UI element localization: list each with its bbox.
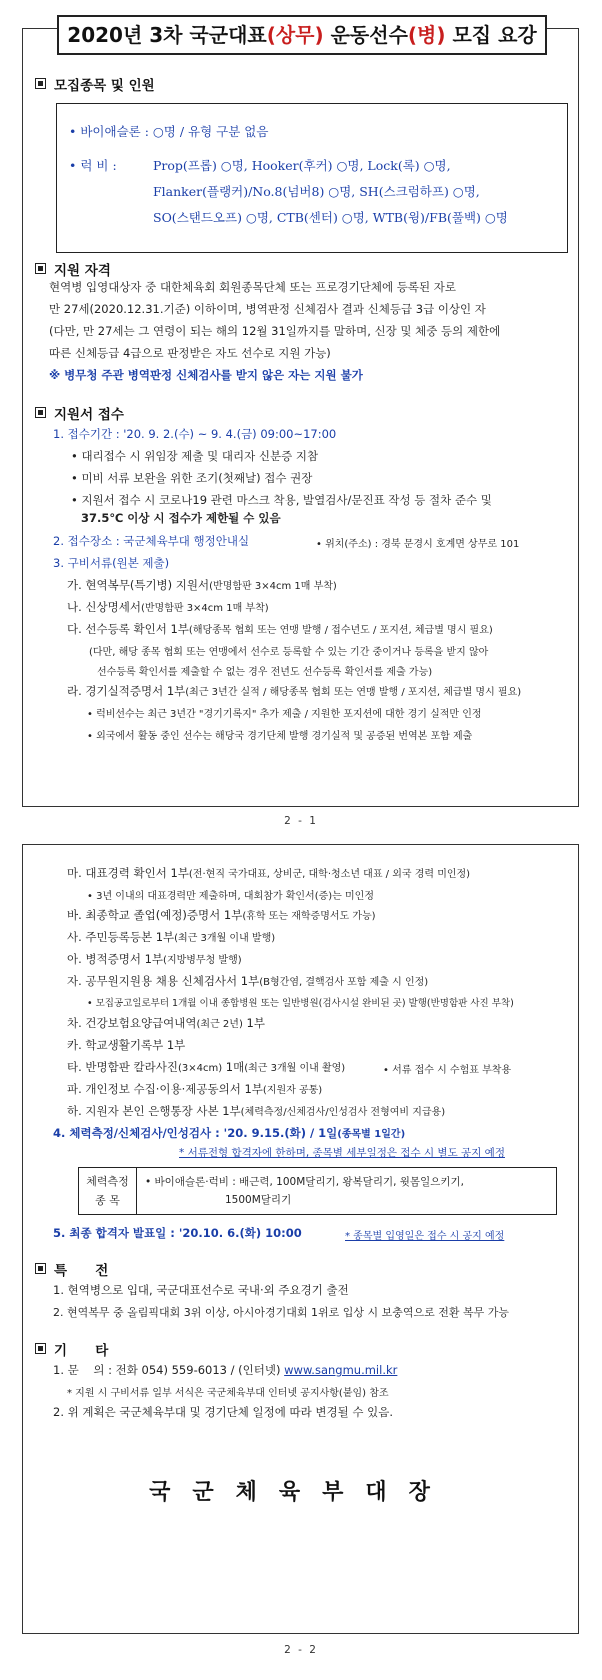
contact-note: * 지원 시 구비서류 일부 서식은 국군체육부대 인터넷 공지사항(붙임) 참조 bbox=[67, 1388, 389, 1399]
doc-ma-note: • 3년 이내의 대표경력만 제출하며, 대회참가 확인서(증)는 미인정 bbox=[87, 891, 374, 902]
application-period: 1. 접수기간 : '20. 9. 2.(수) ~ 9. 4.(금) 09:00~17:00 bbox=[53, 427, 337, 441]
doc-ja: 자. 공무원지원용 채용 신체검사서 1부(B형간염, 결핵검사 포함 제출 시 인정) bbox=[67, 974, 429, 988]
section-recruit-heading: 모집종목 및 인원 bbox=[35, 74, 155, 94]
doc-ra-note-1: • 럭비선수는 최근 3년간 "경기기록지" 추가 제출 / 지원한 포지션에 대한 경기 실적만 인정 bbox=[87, 709, 482, 720]
title-text: 2020년 3차 국군대표 bbox=[67, 23, 267, 47]
physical-test: 4. 체력측정/신체검사/인성검사 : '20. 9.15.(화) / 1일(종목별 1일간) bbox=[53, 1126, 406, 1140]
document-page-2 bbox=[22, 844, 579, 1634]
qualification-line-3: (다만, 만 27세는 그 연령이 되는 해의 12월 31일까지를 말하며, 신장 및 체중 등의 제한에 bbox=[49, 324, 501, 338]
table-body: • 바이애슬론·럭비 : 배근력, 100M달리기, 왕복달리기, 윗몸일으키기, 1500M달리기 bbox=[145, 1176, 464, 1206]
doc-ta-note: • 서류 접수 시 수험표 부착용 bbox=[383, 1065, 512, 1076]
doc-ba: 바. 최종학교 졸업(예정)증명서 1부(휴학 또는 재학증명서도 가능) bbox=[67, 908, 376, 922]
final-announcement: 5. 최종 합격자 발표일 : '20.10. 6.(화) 10:00 bbox=[53, 1226, 302, 1240]
section-benefits-heading: 특 전 bbox=[35, 1259, 108, 1279]
page-number-2: 2 - 2 bbox=[284, 1644, 318, 1656]
recruit-rugby-label: • 럭 비 : bbox=[69, 158, 117, 173]
section-qualification-heading: 지원 자격 bbox=[35, 259, 111, 279]
website-link[interactable]: www.sangmu.mil.kr bbox=[284, 1363, 398, 1377]
doc-da-note-2: 선수등록 확인서를 제출할 수 없는 경우 전년도 선수등록 확인서를 제출 가능) bbox=[97, 667, 433, 678]
application-period-note-1: • 대리접수 시 위임장 제출 및 대리자 신분증 지참 bbox=[71, 449, 319, 463]
page-number-1: 2 - 1 bbox=[284, 815, 318, 827]
doc-ga: 가. 현역복무(특기병) 지원서(반명함판 3×4cm 1매 부착) bbox=[67, 578, 337, 592]
benefit-1: 1. 현역병으로 입대, 국군대표선수로 국내·외 주요경기 출전 bbox=[53, 1283, 349, 1297]
doc-cha: 차. 건강보험요양급여내역(최근 2년) 1부 bbox=[67, 1016, 265, 1030]
etc-note-2: 2. 위 계획은 국군체육부대 및 경기단체 일정에 따라 변경될 수 있음. bbox=[53, 1405, 394, 1419]
contact-line: 1. 문 의 : 전화 054) 559-6013 / (인터넷) www.sangmu.mil.kr bbox=[53, 1363, 398, 1377]
final-announcement-note: * 종목별 입영일은 접수 시 공지 예정 bbox=[345, 1231, 505, 1242]
benefit-2: 2. 현역복무 중 올림픽대회 3위 이상, 아시아경기대회 1위로 입상 시 보충역으로 전환 복무 가능 bbox=[53, 1306, 509, 1319]
doc-ma: 마. 대표경력 확인서 1부(전·현직 국가대표, 상비군, 대학·청소년 대표 / 외국 경력 미인정) bbox=[67, 866, 471, 880]
title-text-post: 모집 요강 bbox=[445, 23, 537, 47]
recruit-rugby-line-2: Flanker(플랭커)/No.8(넘버8) ○명, SH(스크럼하프) ○명, bbox=[153, 184, 480, 199]
doc-ta: 타. 반명함판 칼라사진(3×4cm) 1매(최근 3개월 이내 촬영) bbox=[67, 1060, 346, 1074]
physical-test-table bbox=[78, 1167, 557, 1215]
application-period-note-3: • 지원서 접수 시 코로나19 관련 마스크 착용, 발열검사/문진표 작성 등 절차 준수 및 bbox=[71, 493, 492, 507]
recruit-biathlon: • 바이애슬론 : ○명 / 유형 구분 없음 bbox=[69, 124, 269, 139]
doc-a: 아. 병적증명서 1부(지방병무청 발행) bbox=[67, 952, 242, 966]
section-application-heading: 지원서 접수 bbox=[35, 403, 124, 423]
square-bullet-icon bbox=[35, 1263, 46, 1274]
square-bullet-icon bbox=[35, 407, 46, 418]
recruit-box bbox=[56, 103, 568, 253]
qualification-line-2: 만 27세(2020.12.31.기준) 이하이며, 병역판정 신체검사 결과 신체등급 3급 이상인 자 bbox=[49, 302, 486, 316]
application-period-note-4: 37.5℃ 이상 시 접수가 제한될 수 있음 bbox=[81, 511, 281, 525]
application-documents: 3. 구비서류(원본 제출) bbox=[53, 556, 170, 570]
section-etc-heading: 기 타 bbox=[35, 1339, 108, 1359]
doc-na: 나. 신상명세서(반명함판 3×4cm 1매 부착) bbox=[67, 600, 269, 614]
title-bracket-byeong: (병) bbox=[407, 23, 446, 47]
doc-ra: 라. 경기실적증명서 1부(최근 3년간 실적 / 해당종목 협회 또는 연맹 발행 / 포지션, 체급별 명시 필요) bbox=[67, 684, 522, 698]
application-period-note-2: • 미비 서류 보완을 위한 조기(첫째날) 접수 권장 bbox=[71, 471, 313, 485]
doc-ka: 카. 학교생활기록부 1부 bbox=[67, 1038, 186, 1052]
square-bullet-icon bbox=[35, 78, 46, 89]
doc-ra-note-2: • 외국에서 활동 중인 선수는 해당국 경기단체 발행 경기실적 및 공증된 번역본 포함 제출 bbox=[87, 731, 473, 742]
doc-da: 다. 선수등록 확인서 1부(해당종목 협회 또는 연맹 발행 / 접수년도 / 포지션, 체급별 명시 필요) bbox=[67, 622, 493, 636]
issuer-signature: 국군체육부대장 bbox=[149, 1479, 452, 1505]
title-bracket-sangmu: (상무) bbox=[266, 23, 324, 47]
doc-ha: 하. 지원자 본인 은행통장 사본 1부(체력측정/신체검사/인성검사 전형여비 지급용) bbox=[67, 1104, 446, 1118]
qualification-note: ※ 병무청 주관 병역판정 신체검사를 받지 않은 자는 지원 불가 bbox=[49, 368, 363, 382]
document-title bbox=[57, 15, 547, 55]
table-header: 체력측정 종 목 bbox=[79, 1168, 137, 1214]
application-place: 2. 접수장소 : 국군체육부대 행정안내실 bbox=[53, 534, 250, 548]
document-page-1 bbox=[22, 23, 579, 807]
doc-da-note-1: (다만, 해당 종목 협회 또는 연맹에서 선수로 등록할 수 있는 기간 중이거나 등록을 받지 않아 bbox=[89, 647, 489, 658]
doc-sa: 사. 주민등록등본 1부(최근 3개월 이내 발행) bbox=[67, 930, 276, 944]
doc-ja-note: • 모집공고일로부터 1개월 이내 종합병원 또는 일반병원(검사시설 완비된 곳) 발행(반명함판 사진 부착) bbox=[87, 998, 514, 1009]
square-bullet-icon bbox=[35, 1343, 46, 1354]
square-bullet-icon bbox=[35, 263, 46, 274]
application-place-address: • 위치(주소) : 경북 문경시 호계면 상무로 101 bbox=[316, 539, 520, 550]
physical-test-note: * 서류전형 합격자에 한하며, 종목별 세부일정은 접수 시 별도 공지 예정 bbox=[179, 1147, 505, 1159]
recruit-rugby-line-3: SO(스탠드오프) ○명, CTB(센터) ○명, WTB(윙)/FB(풀백) ○명 bbox=[153, 210, 508, 225]
recruit-rugby-line-1: Prop(프롭) ○명, Hooker(후커) ○명, Lock(록) ○명, bbox=[153, 158, 451, 173]
qualification-line-1: 현역병 입영대상자 중 대한체육회 회원종목단체 또는 프로경기단체에 등록된 자로 bbox=[49, 280, 456, 294]
doc-pa: 파. 개인정보 수집·이용·제공동의서 1부(지원자 공통) bbox=[67, 1082, 323, 1096]
qualification-line-4: 따른 신체등급 4급으로 판정받은 자도 선수로 지원 가능) bbox=[49, 346, 331, 360]
title-text-mid: 운동선수 bbox=[323, 23, 408, 47]
